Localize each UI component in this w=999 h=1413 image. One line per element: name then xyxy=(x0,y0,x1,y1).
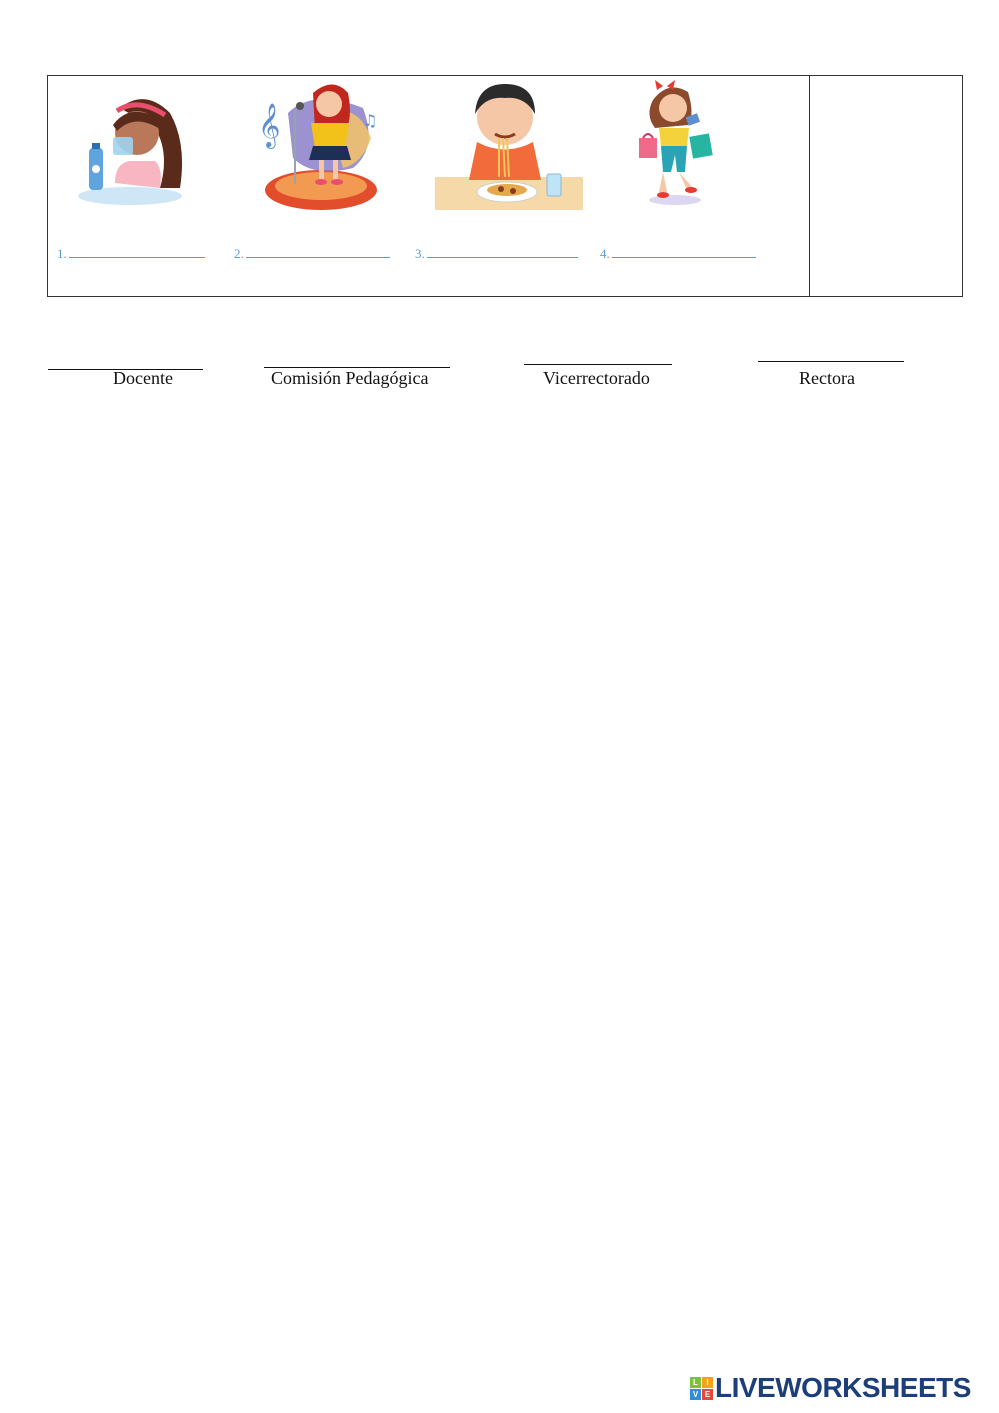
answer-number: 2. xyxy=(234,246,244,261)
signature-label-rectora: Rectora xyxy=(799,368,855,388)
svg-text:𝄞: 𝄞 xyxy=(258,103,281,147)
signature-line-rectora xyxy=(758,361,904,362)
answer-number: 1. xyxy=(57,246,67,261)
girl-singing-illustration xyxy=(253,78,383,213)
answer-field-3[interactable] xyxy=(415,246,578,262)
answer-number: 3. xyxy=(415,246,425,261)
answer-field-2[interactable] xyxy=(234,246,390,262)
girl-shopping-illustration xyxy=(633,80,723,210)
liveworksheets-icon: L I V E xyxy=(690,1377,713,1400)
signature-label-docente: Docente xyxy=(113,368,173,388)
answer-blank[interactable] xyxy=(612,246,756,258)
signature-label-vicerrectorado: Vicerrectorado xyxy=(543,368,650,388)
liveworksheets-wordmark: LIVEWORKSHEETS xyxy=(715,1372,971,1403)
boy-eating-spaghetti-illustration xyxy=(435,82,585,212)
exercise-table xyxy=(47,75,963,297)
signature-line-vicerrectorado xyxy=(524,364,672,365)
answer-blank[interactable] xyxy=(69,246,205,258)
answer-blank[interactable] xyxy=(246,246,390,258)
signature-label-comision: Comisión Pedagógica xyxy=(271,368,429,388)
answer-number: 4. xyxy=(600,246,610,261)
girl-drinking-water-illustration xyxy=(75,93,195,208)
answer-field-4[interactable] xyxy=(600,246,756,262)
answer-blank[interactable] xyxy=(427,246,578,258)
table-column-divider xyxy=(809,76,810,296)
svg-text:♫: ♫ xyxy=(363,111,378,130)
answer-field-1[interactable] xyxy=(57,246,205,262)
liveworksheets-logo[interactable] xyxy=(690,1373,971,1403)
